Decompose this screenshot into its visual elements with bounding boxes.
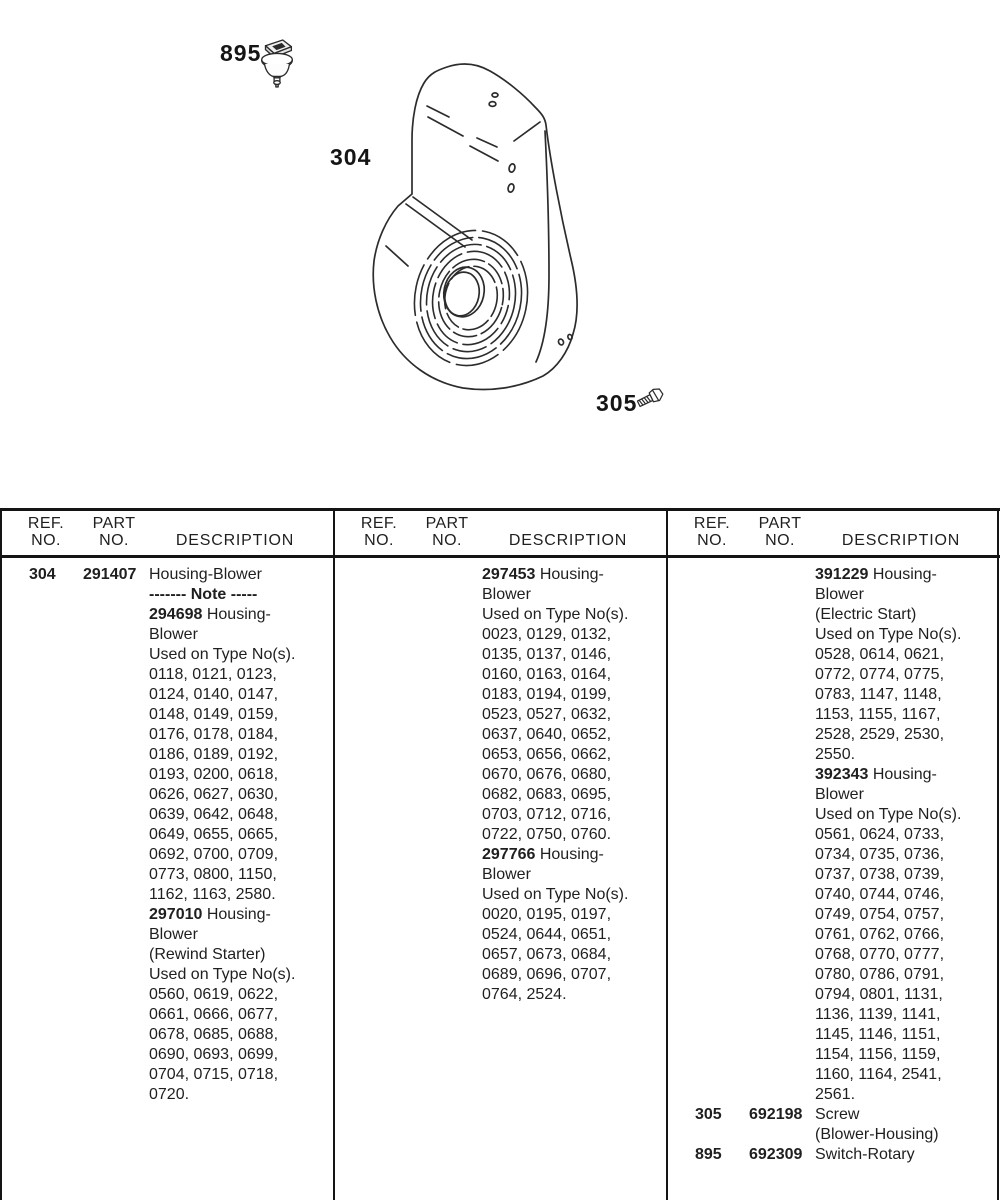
description-line: 0737, 0738, 0739,	[815, 866, 945, 883]
description-line: 0135, 0137, 0146,	[482, 646, 612, 663]
ref-no: 895	[695, 1146, 722, 1163]
description-line: 0661, 0666, 0677,	[149, 1006, 279, 1023]
description-line: Switch-Rotary	[815, 1146, 915, 1163]
description-line: Blower	[482, 866, 531, 883]
parts-column-1	[2, 508, 333, 1200]
description-line: 0764, 2524.	[482, 986, 567, 1003]
description-line: 0768, 0770, 0777,	[815, 946, 945, 963]
ref-no: 304	[29, 566, 56, 583]
description-line: 0561, 0624, 0733,	[815, 826, 945, 843]
description-line: (Blower-Housing)	[815, 1126, 939, 1143]
part-number-bold: 391229	[815, 566, 869, 583]
description-line: 392343 Housing-	[815, 766, 937, 783]
description-line: 0780, 0786, 0791,	[815, 966, 945, 983]
description-line: Used on Type No(s).	[482, 606, 629, 623]
callout-304: 304	[330, 144, 372, 170]
part-description	[149, 565, 329, 1105]
panel-body	[668, 565, 999, 1165]
ref-no-header: REF. NO.	[360, 515, 398, 549]
description-line: 2528, 2529, 2530,	[815, 726, 945, 743]
ref-no: 305	[695, 1106, 722, 1123]
part-entry	[2, 565, 333, 1105]
description-line: 0703, 0712, 0716,	[482, 806, 612, 823]
description-line: 0678, 0685, 0688,	[149, 1026, 279, 1043]
part-number-bold: 297453	[482, 566, 536, 583]
ref-no-header: REF. NO.	[27, 515, 65, 549]
description-line: 294698 Housing-	[149, 606, 271, 623]
description-line: 1160, 1164, 2541,	[815, 1066, 942, 1083]
description-line: 297766 Housing-	[482, 846, 604, 863]
panel-body	[2, 565, 333, 1105]
part-entry	[668, 1105, 999, 1145]
description-line: 0649, 0655, 0665,	[149, 826, 279, 843]
description-line: 0193, 0200, 0618,	[149, 766, 279, 783]
description-line: 0176, 0178, 0184,	[149, 726, 279, 743]
description-line: 0639, 0642, 0648,	[149, 806, 279, 823]
description-line: (Electric Start)	[815, 606, 917, 623]
ref-no-header: REF. NO.	[693, 515, 731, 549]
description-line: 0773, 0800, 1150,	[149, 866, 277, 883]
description-line: (Rewind Starter)	[149, 946, 266, 963]
description-line: 1136, 1139, 1141,	[815, 1006, 941, 1023]
part-no-header: PART NO.	[758, 515, 802, 549]
description-line: 1153, 1155, 1167,	[815, 706, 941, 723]
description-line: Blower	[815, 786, 864, 803]
description-line: 0148, 0149, 0159,	[149, 706, 279, 723]
description-line: 0734, 0735, 0736,	[815, 846, 945, 863]
description-line: 0653, 0656, 0662,	[482, 746, 612, 763]
description-line	[149, 585, 329, 605]
description-line: 0783, 1147, 1148,	[815, 686, 942, 703]
description-line: Used on Type No(s).	[815, 626, 962, 643]
description-line: 0670, 0676, 0680,	[482, 766, 612, 783]
description-line: 0740, 0744, 0746,	[815, 886, 945, 903]
part-number-bold: ------- Note -----	[149, 586, 258, 603]
description-line: 0186, 0189, 0192,	[149, 746, 279, 763]
part-no-header: PART NO.	[425, 515, 469, 549]
description-line: 0183, 0194, 0199,	[482, 686, 612, 703]
part-number-bold: 294698	[149, 606, 203, 623]
part-no: 692309	[749, 1146, 803, 1163]
description-line: 0528, 0614, 0621,	[815, 646, 945, 663]
description-line: Used on Type No(s).	[149, 966, 296, 983]
description-line: Housing-Blower	[149, 566, 262, 583]
description-header: DESCRIPTION	[175, 532, 295, 549]
description-line: Blower	[815, 586, 864, 603]
description-line: 2561.	[815, 1086, 856, 1103]
description-line: 297010 Housing-	[149, 906, 271, 923]
description-line: 0690, 0693, 0699,	[149, 1046, 279, 1063]
description-line: 0689, 0696, 0707,	[482, 966, 612, 983]
description-line: Blower	[482, 586, 531, 603]
description-line: 0118, 0121, 0123,	[149, 666, 277, 683]
part-no: 692198	[749, 1106, 803, 1123]
parts-column-2	[335, 508, 666, 1200]
callout-895: 895	[220, 40, 262, 66]
description-line: Blower	[149, 626, 198, 643]
description-line: 0124, 0140, 0147,	[149, 686, 279, 703]
part-entry	[335, 565, 666, 1005]
description-line: Used on Type No(s).	[149, 646, 296, 663]
description-line: Blower	[149, 926, 198, 943]
description-line: 0524, 0644, 0651,	[482, 926, 612, 943]
description-line: 0704, 0715, 0718,	[149, 1066, 279, 1083]
part-number-bold: 297010	[149, 906, 203, 923]
description-line: 0794, 0801, 1131,	[815, 986, 943, 1003]
part-number-bold: 297766	[482, 846, 536, 863]
rotary-switch-icon	[254, 38, 300, 88]
description-header: DESCRIPTION	[508, 532, 628, 549]
description-line: 0626, 0627, 0630,	[149, 786, 279, 803]
part-description	[815, 1145, 995, 1165]
description-line: 0637, 0640, 0652,	[482, 726, 612, 743]
description-line: 0722, 0750, 0760.	[482, 826, 612, 843]
description-line: 0023, 0129, 0132,	[482, 626, 612, 643]
part-entry	[668, 1145, 999, 1165]
description-line: 0761, 0762, 0766,	[815, 926, 945, 943]
description-line: Screw	[815, 1106, 860, 1123]
description-line: 2550.	[815, 746, 856, 763]
blower-housing-drawing	[356, 50, 600, 398]
description-line: Used on Type No(s).	[815, 806, 962, 823]
part-description	[815, 565, 995, 1105]
description-line: 0692, 0700, 0709,	[149, 846, 279, 863]
description-line: 0749, 0754, 0757,	[815, 906, 945, 923]
part-no-header: PART NO.	[92, 515, 136, 549]
description-line: 0160, 0163, 0164,	[482, 666, 612, 683]
description-line: Used on Type No(s).	[482, 886, 629, 903]
part-no: 291407	[83, 566, 137, 583]
part-description	[815, 1105, 995, 1145]
description-line: 0523, 0527, 0632,	[482, 706, 612, 723]
description-line: 0020, 0195, 0197,	[482, 906, 612, 923]
part-number-bold: 392343	[815, 766, 869, 783]
description-line: 1162, 1163, 2580.	[149, 886, 276, 903]
hex-screw-icon	[634, 384, 668, 416]
description-line: 1154, 1156, 1159,	[815, 1046, 941, 1063]
description-line: 0560, 0619, 0622,	[149, 986, 279, 1003]
description-header: DESCRIPTION	[841, 532, 961, 549]
panel-body	[335, 565, 666, 1005]
description-line: 0657, 0673, 0684,	[482, 946, 612, 963]
part-entry	[668, 565, 999, 1105]
parts-column-3	[668, 508, 999, 1200]
description-line: 391229 Housing-	[815, 566, 937, 583]
description-line: 297453 Housing-	[482, 566, 604, 583]
description-line: 0682, 0683, 0695,	[482, 786, 612, 803]
description-line: 0772, 0774, 0775,	[815, 666, 945, 683]
part-description	[482, 565, 662, 1005]
callout-305: 305	[596, 390, 638, 416]
description-line: 1145, 1146, 1151,	[815, 1026, 941, 1043]
description-line: 0720.	[149, 1086, 190, 1103]
